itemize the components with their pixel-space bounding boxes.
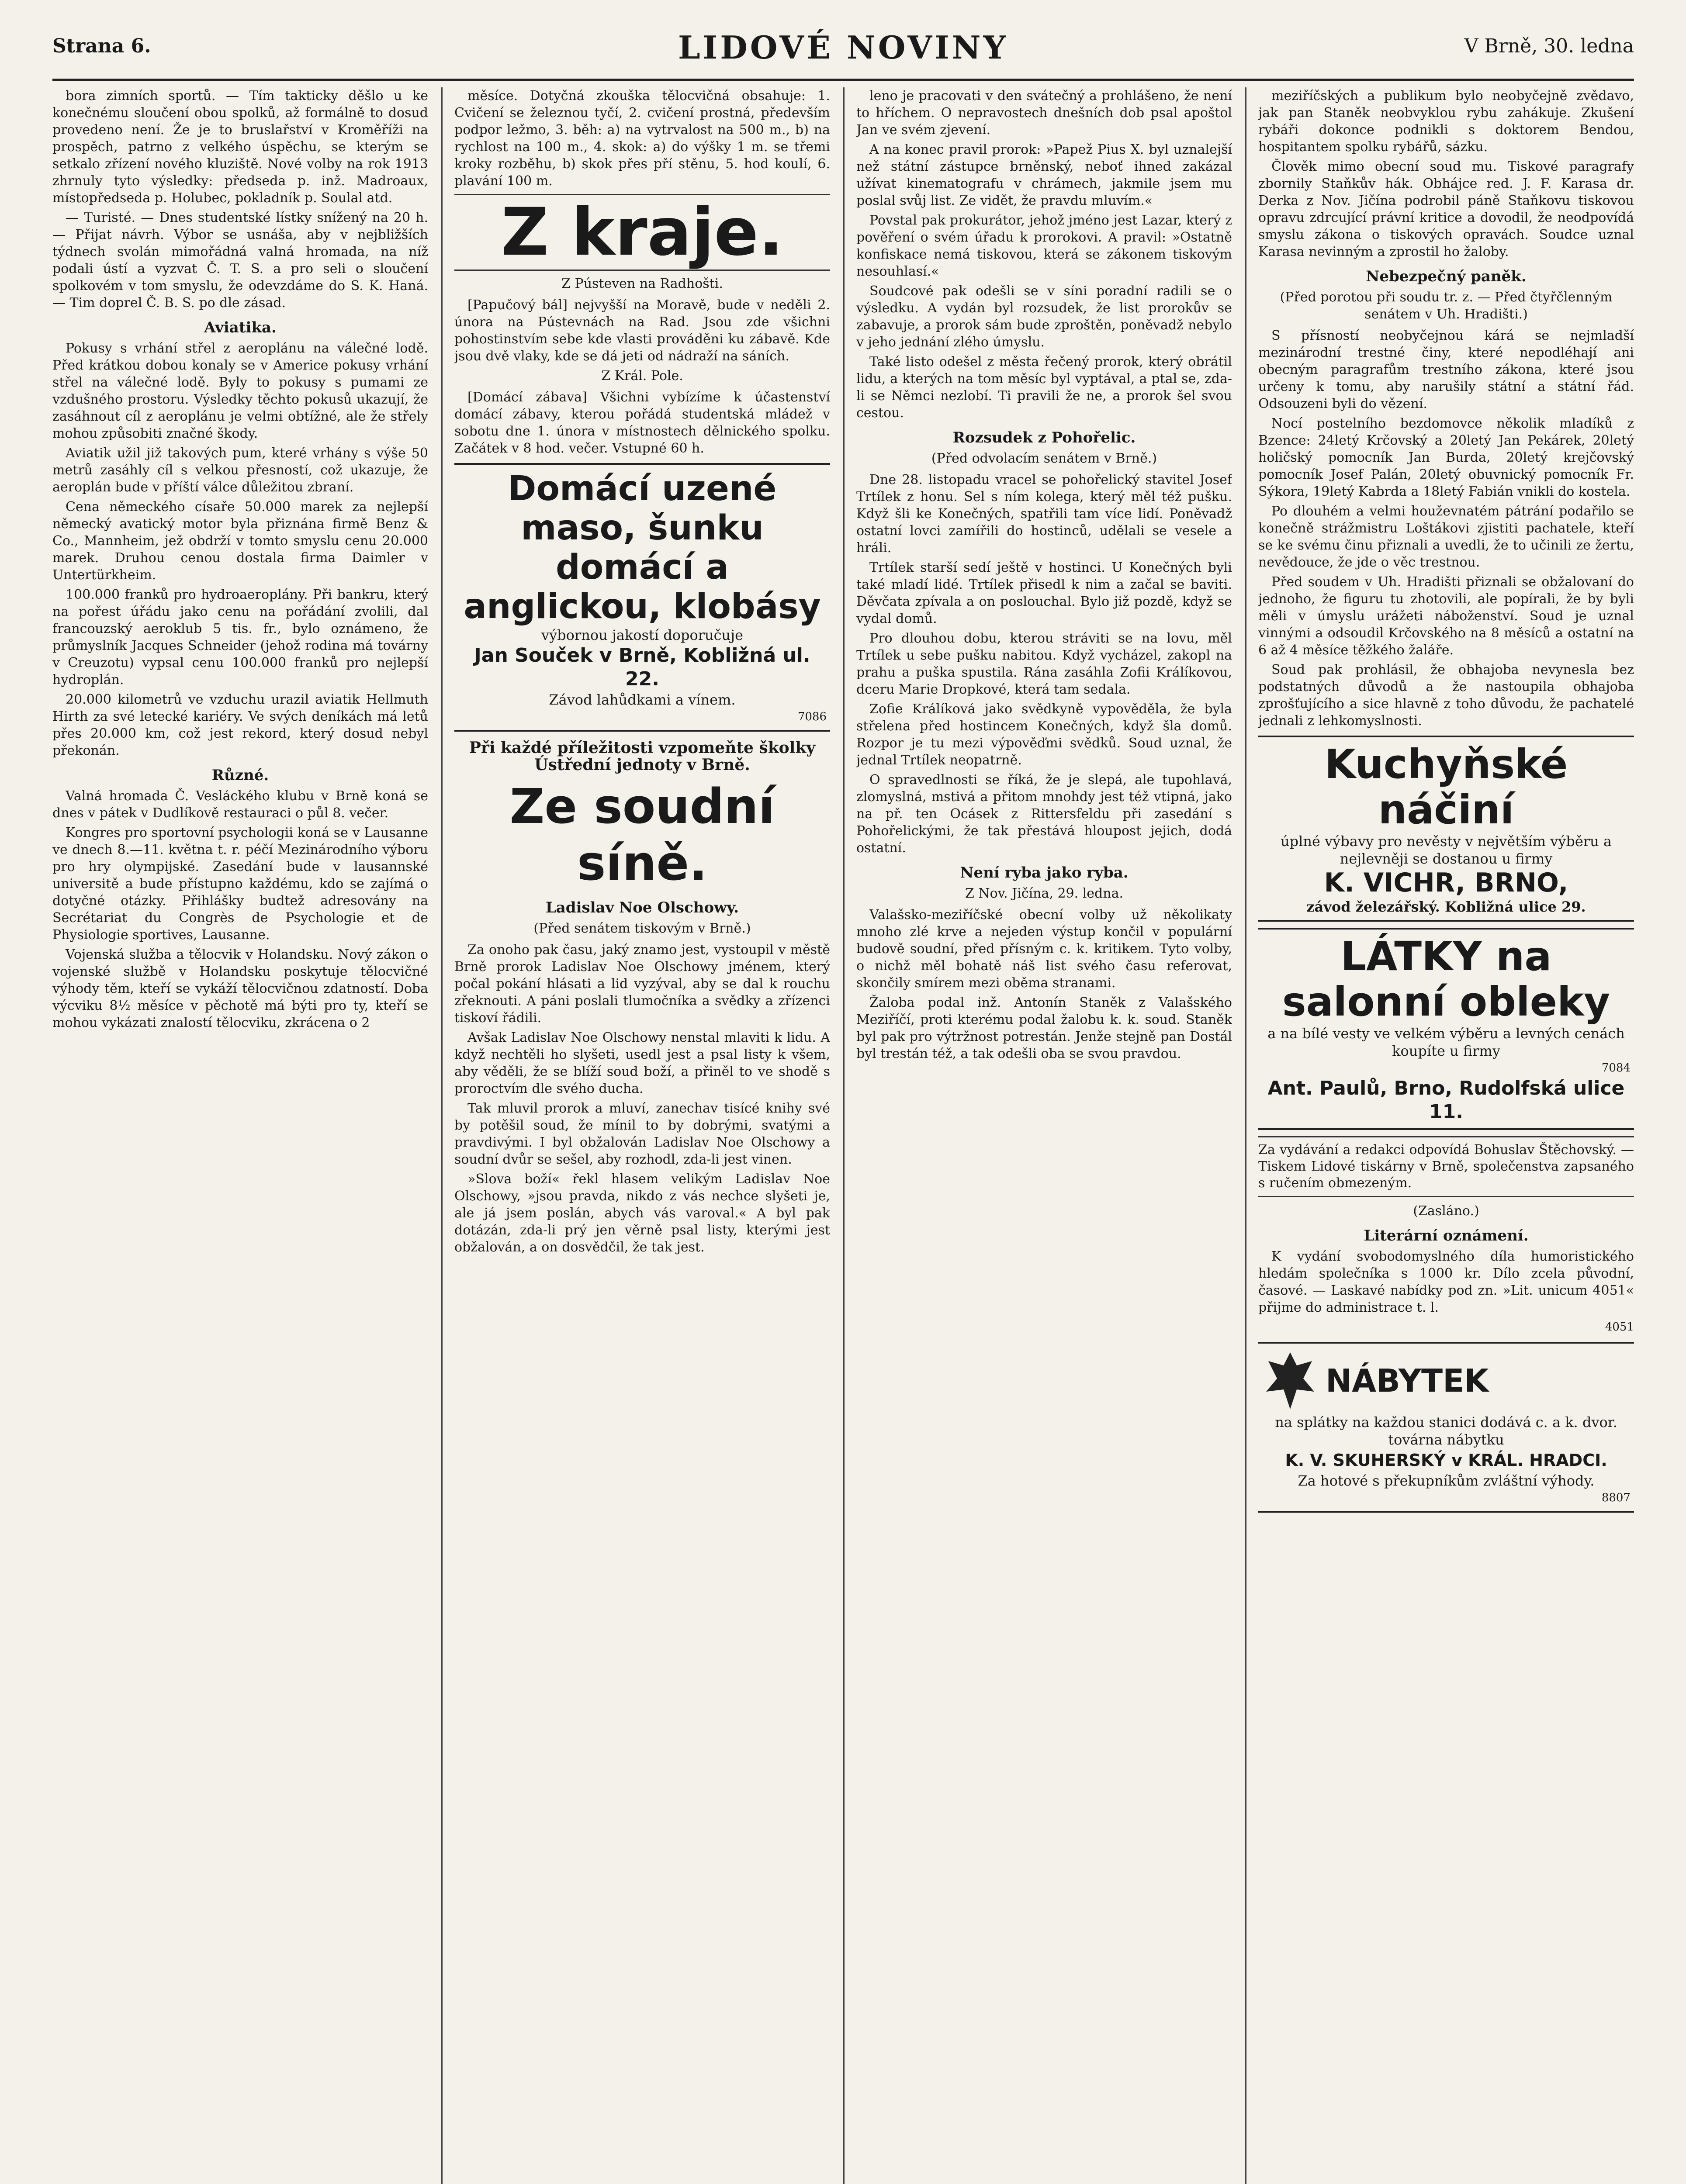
article-paragraph: Po dlouhém a velmi houževnatém pátrání podařilo se konečně strážmistru Loštákovi zjistiti pachatele, kteří se ke svému činu přiznali a uvedli, že to učinili ze žertu, nevědouce, že jde o věc trestnou.	[1258, 504, 1634, 570]
dateline: Z Nov. Jičína, 29. ledna.	[965, 886, 1123, 901]
article-paragraph: [Domácí zábava] Všichni vybízíme k účastenství domácí zábavy, kterou pořádá studentská mládež v sobotu dne 1. února v místnostech dělnického spolku. Začátek v 8 hod. večer. Vstupné 60 h.	[454, 390, 830, 456]
article-paragraph: Pro dlouhou dobu, kterou stráviti se na lovu, měl Trtílek u sebe pušku nabitou. Když vycházel, zakopl na prahu a puška spustila. Rána zasáhla Zofii Králíkovou, dceru Marie Dropkové, která tam sedala.	[856, 631, 1232, 697]
article-paragraph: Nocí postelního bezdomovce několik mladíků z Bzence: 24letý Krčovský a 20letý Jan Pekárek, 20letý holičský pomocník Jan Burda, 20letý krejčovský pomocník Josef Palán, 20letý obuvnický pomocník Fr. Sýkora, 19letý Kabrda a 18letý Fabián vnikli do kostela.	[1258, 416, 1634, 499]
column-2	[454, 87, 830, 2184]
article-paragraph: »Slova boží« řekl hlasem velikým Ladislav Noe Olschowy, »jsou pravda, nikdo z vás nechce slyšeti je, ale já jsem poslán, abych vás varoval.« A byl pak dotázán, zda-li prý jen věrně psal listy, kterými jest obžalován, a on dosvědčil, že tak jest.	[454, 1171, 830, 1255]
article-paragraph: Tak mluvil prorok a mluví, zanechav tisícé knihy své by potěšil soud, že mínil to by dobrými, svatými a pravdivými. I byl obžalován Ladislav Noe Olschowy a soudní dvůr se sešel, aby rozhodl, zda-li jest vinen.	[454, 1101, 830, 1167]
article-paragraph: Žaloba podal inž. Antonín Staněk z Valašského Meziříčí, proti kterému podal žalobu k. k. soud. Staněk byl pak pro výtržnost potrestán. Jenže stejně pan Dostál byl trestán též, a tak odešli oba se svou pravdou.	[856, 995, 1232, 1061]
article-paragraph: meziříčských a publikum bylo neobyčejně zvědavo, jak pan Staněk neobvyklou rybu zahákuje. Zkušení rybáři dokonce podnikli s doktorem Bendou, hospitantem spolku rybářů, sázku.	[1258, 88, 1634, 155]
article-paragraph: leno je pracovati v den svátečný a prohlášeno, že není to hříchem. O nepravostech dnešních dob psal apoštol Jan ve svém zjevení.	[856, 88, 1232, 138]
ad-advertiser: K. V. SKUHERSKÝ v KRÁL. HRADCI.	[1285, 1451, 1607, 1470]
masthead	[52, 26, 1634, 81]
article-title: Rozsudek z Pohořelic.	[952, 429, 1136, 446]
ad-text: úplné výbavy pro nevěsty v největším výběru a nejlevněji se dostanou u firmy	[1281, 833, 1612, 867]
article-paragraph: Pokusy s vrhání střel z aeroplánu na válečné lodě. Před krátkou dobou konaly se v Americe pokusy vrhání střel na válečné lodě. Byly to pokusy s pumami ze vzdušného prostoru. Výsledky těchto pokusů ukazují, že zasáhnout cíl z aeroplánu je velmi obtížné, ale že střely mohou způsobiti značné škody.	[52, 341, 428, 441]
ad-advertiser: Jan Souček v Brně, Kobližná ul. 22.	[474, 644, 810, 690]
article-paragraph: Soudcové pak odešli se v síni poradní radili se o výsledku. A vydán byl rozsudek, že list prorokův se zabavuje, a prorok sám bude zproštěn, poněvadž nebylo v jeho jednání zlého úmyslu.	[856, 283, 1232, 350]
ad-number: 8807	[1601, 1491, 1631, 1504]
article-paragraph: Aviatik užil již takových pum, které vrhány s výše 50 metrů zasáhly cíl s velkou přesností, což ukazuje, že aeroplán bude v příští válce důležitou zbraní.	[52, 446, 428, 495]
article-paragraph: Soud pak prohlásil, že obhajoba nevynesla bez podstatných důvodů a že nastoupila obhajoba zprošťujícího a sice hlavně z toho důvodu, že pachatelé jednali z lehkomyslnosti.	[1258, 662, 1634, 729]
column-rule	[843, 87, 845, 2184]
ad-text: závod železářský. Kobližná ulice 29.	[1306, 898, 1586, 915]
article-paragraph: 100.000 franků pro hydroaeroplány. Při bankru, který na pořest úřádu jako cenu na pořádání zvolili, dal francouzský aeroklub 5 tis. fr., bylo oznámeno, že průmyslník Jacques Schneider (jehož rodina má továrny v Creuzotu) vypsal cenu 100.000 franků pro nejlepší hydroplán.	[52, 587, 428, 688]
ad-headline: NÁBYTEK	[1326, 1362, 1489, 1399]
ad-text: na splátky na každou stanici dodává c. a k. dvor. továrna nábytku	[1275, 1414, 1617, 1448]
section-heading-z-kraje: Z kraje.	[454, 194, 830, 271]
imprint-notice: Za vydávání a redakci odpovídá Bohuslav Štěchovský. — Tiskem Lidové tiskárny v Brně, společenstva zapsaného s ručením obmezeným.	[1258, 1136, 1634, 1197]
article-paragraph: Vojenská služba a tělocvik v Holandsku. Nový zákon o vojenské službě v Holandsku poskytuje tělocvičné výhody těm, kteří se vykáží tělocvičnou zdatností. Doba výcviku 8½ měsíce v pěchotě má býti pro ty, kteří se mohou vykázati znalostí tělocviku, zkrácena o 2	[52, 947, 428, 1030]
column-3	[856, 87, 1232, 2184]
article-paragraph: bora zimních sportů. — Tím takticky děšlo u ke konečnému sloučení obou spolků, až formálně to dosud provedeno není. Že je to bruslařství v Kroměříži na prospěch, patrno z velkého úspěchu, se kterým se setkalo zřízení nového kluziště. Nové volby na rok 1913 zhrnuly tyto výsledky: předseda p. inž. Madroaux, místopředseda p. Holubec, pokladník p. Soulal atd.	[52, 88, 428, 206]
advertisement-soucek	[454, 463, 830, 732]
zaslano-label: (Zasláno.)	[1413, 1203, 1479, 1219]
section-heading-ruzne: Různé.	[211, 767, 269, 784]
advertisement-vichr	[1258, 736, 1634, 922]
furniture-ad-header	[1262, 1348, 1631, 1413]
article-paragraph: měsíce. Dotyčná zkouška tělocvičná obsahuje: 1. Cvičení se železnou tyčí, 2. cvičení prostná, především podpor ležmo, 3. běh: a) na vytrvalost na 500 m., b) na rychlost na 100 m., 4. skok: a) do výšky 1 m. se třemi kroky rozběhu, b) skok přes pří stěnu, 5. hod koulí, 6. plavání 100 m.	[454, 88, 830, 189]
article-title: Nebezpečný paněk.	[1366, 268, 1527, 285]
ad-text: Za hotové s překupníkům zvláštní výhody.	[1298, 1472, 1595, 1489]
article-paragraph: Kongres pro sportovní psychologii koná se v Lausanne ve dnech 8.—11. května t. r. péčí Mezinárodního výboru pro hry olympijské. Zasedání bude v lausannské universitě a bude přístupno každému, kdo se zajímá o dotyčné otázky. Přihlášky budtež adresovány na Secrétariat du Congrès de Psychologie et de Physiologie sportives, Lausanne.	[52, 825, 428, 943]
article-paragraph: Člověk mimo obecní soud mu. Tiskové paragrafy zbornily Staňkův hák. Obhájce red. J. F. Karasa dr. Derka z Nov. Jičína podrobil páně Staňkovu tiskovou opravu zdrcující právní kritice a dovodil, že neodpovídá smyslu zákona o tiskových opravách. Soudce uznal Karasa nevinným a zprostil ho žaloby.	[1258, 159, 1634, 259]
article-paragraph: Valašsko-meziříčské obecní volby už několikaty mnoho zlé krve a nejeden výstup končil v populární budově soudní, před přísným c. k. kritikem. Tyto volby, o nichž měl bohatě náš list svého času referovat, skončily smírem mezi oběma stranami.	[856, 907, 1232, 991]
column-4	[1258, 87, 1634, 2184]
ad-advertiser: K. VICHR, BRNO,	[1324, 867, 1568, 898]
ad-number: 7086	[797, 710, 827, 723]
column-1	[52, 87, 428, 2184]
eagle-crest-icon	[1262, 1348, 1319, 1413]
appeal-notice: Při každé příležitosti vzpomeňte školky Ústřední jednoty v Brně.	[469, 739, 816, 774]
column-rule	[1245, 87, 1246, 2184]
advertisement-skuhersky	[1258, 1342, 1634, 1513]
ad-number: 7084	[1601, 1061, 1631, 1075]
literary-notice-title: Literární oznámení.	[1364, 1227, 1529, 1244]
ad-advertiser: Ant. Paulů, Brno, Rudolfská ulice 11.	[1267, 1077, 1625, 1123]
article-paragraph: [Papučový bál] nejvyšší na Moravě, bude v neděli 2. února na Pústevnách na Rad. Jsou zde všichni pohostinstvím sebe kde vlasti prováděni ku zábavě. Kde jsou dvě vlaky, kde se dá jeti od nádraží na sáních.	[454, 297, 830, 364]
dateline: Z Pústeven na Radhošti.	[561, 276, 723, 291]
ad-headline: Domácí uzené maso, šunku domácí a anglickou, klobásy	[464, 469, 821, 626]
article-paragraph: Valná hromada Č. Vesláckého klubu v Brně koná se dnes v pátek v Dudlíkově restauraci o půl 8. večer.	[52, 788, 428, 821]
page-number: Strana 6.	[52, 35, 151, 57]
article-paragraph: O spravedlnosti se říká, že je slepá, ale tupohlavá, zlomyslná, mstivá a přitom mnohdy jest též vtipná, jako na př. ten Ocásek z Rittersfeldu při zasedání s Pohořelickými, že tak přestává hloupost jejich, dodá ostatní.	[856, 772, 1232, 856]
column-rule	[441, 87, 443, 2184]
ad-text: Závod lahůdkami a vínem.	[549, 691, 736, 708]
literary-notice-text: K vydání svobodomyslného díla humoristického hledám společníka s 1000 kr. Dílo zcela původní, časové. — Laskavé nabídky pod zn. »Lit. unicum 4051« přijme do administrace t. l.	[1258, 1249, 1634, 1315]
article-paragraph: Před soudem v Uh. Hradišti přiznali se obžalovaní do jednoho, že figuru tu zhotovili, ale popírali, že by byli měli v úmyslu urážeti náboženství. Soud je uznal vinnými a odsoudil Krčovského na 8 měsíců a ostatní na 6 až 4 měsíce těžkého žaláře.	[1258, 574, 1634, 658]
dateline: Z Král. Pole.	[601, 368, 683, 384]
article-subtitle: (Před senátem tiskovým v Brně.)	[533, 921, 751, 936]
ad-text: a na bílé vesty ve velkém výběru a levných cenách koupíte u firmy	[1267, 1025, 1625, 1059]
article-paragraph: Trtílek starší sedí ještě v hostinci. U Konečných byli také mladí lidé. Trtílek přisedl k nim a začal se baviti. Děvčata zpívala a on poslouchal. Bylo již pozdě, když se vydal domů.	[856, 560, 1232, 626]
article-paragraph: S přísností neobyčejnou kárá se nejmladší mezinárodní trestné činy, které nepodléhají ani obecným paragrafům trestního zákona, které jsou určeny k tomu, aby narušily státní a státní řád. Odsouzeni byli do vězení.	[1258, 328, 1634, 411]
newspaper-title: LIDOVÉ NOVINY	[678, 29, 1009, 66]
ad-headline: LÁTKY na salonní obleky	[1282, 933, 1610, 1025]
article-subtitle: (Před porotou při soudu tr. z. — Před čtyřčlenným senátem v Uh. Hradišti.)	[1280, 290, 1613, 322]
article-paragraph: Také listo odešel z města řečený prorok, který obrátil lidu, a kterých na tom měsíc byl vyptával, a ptal se, zda-li se Němci nezlobí. Ti pravili že ne, a prorok šel svou cestou.	[856, 354, 1232, 421]
article-title: Ladislav Noe Olschowy.	[545, 899, 739, 916]
newspaper-page	[52, 26, 1634, 2184]
article-paragraph: Zofie Králíková jako svědkyně vypověděla, že byla střelena před hostincem Konečných, když šla domů. Rozpor je tu mezi výpověďmi svědků. Soud uznal, že jednal Trtílek neopatrně.	[856, 702, 1232, 768]
section-heading-soudni-sin: Ze soudní síně.	[509, 778, 775, 891]
article-subtitle: (Před odvolacím senátem v Brně.)	[931, 451, 1157, 466]
article-paragraph: Cena německého císaře 50.000 marek za nejlepší německý avatický motor byla přiznána firmě Benz & Co., Mannheim, jež obdrží v tomto smyslu cenu 20.000 marek. Druhou cenou dostala firma Daimler v Untertürkheim.	[52, 499, 428, 583]
issue-date: V Brně, 30. ledna	[1464, 35, 1634, 57]
section-heading-aviatika: Aviatika.	[204, 319, 277, 336]
ad-headline: Kuchyňské náčiní	[1324, 741, 1568, 833]
article-title: Není ryba jako ryba.	[960, 864, 1129, 881]
article-paragraph: Povstal pak prokurátor, jehož jméno jest Lazar, který z pověření o svém úřadu k prorokovi. A pravil: »Ostatně konfiskace nemá tiskovou, která se zákonem tiskovým nesouhlasí.«	[856, 213, 1232, 279]
article-paragraph: — Turisté. — Dnes studentské lístky snížený na 20 h. — Přijat návrh. Výbor se usnáša, aby v nejbližších týdnech svolán mimořádná valná hromada, na níž podali ústí a vyzvat Č. T. S. a pro seli o sloučení spolkovém v tom smyslu, že odevzdáme do S. K. Haná. — Tim doprel Č. B. S. po dle zásad.	[52, 210, 428, 311]
article-paragraph: A na konec pravil prorok: »Papež Pius X. byl uznalejší než státní zástupce brněnský, neboť ihned zakázal užívat kinematografu v chrámech, jakmile jsem mu poslal svůj list. Ze vidět, že pravdu mluvím.«	[856, 142, 1232, 208]
article-paragraph: Dne 28. listopadu vracel se pohořelický stavitel Josef Trtílek z honu. Sel s ním kolega, který měl též pušku. Když šli ke Konečných, spatřili tam více lidí. Poněvadž ostatní lovci zamířili do hostinců, udělali se vesele a hráli.	[856, 472, 1232, 556]
article-paragraph: Za onoho pak času, jaký znamo jest, vystoupil v městě Brně prorok Ladislav Noe Olschowy jménem, který počal pokání hlásati a lid vyzýval, aby se dal k rouchu zřeknouti. A páni poslali tlumočníka a svědky a zřízenci tiskoví řádili.	[454, 942, 830, 1026]
notice-number: 4051	[1605, 1320, 1634, 1334]
ad-text: výbornou jakostí doporučuje	[541, 627, 743, 643]
article-paragraph: 20.000 kilometrů ve vzduchu urazil aviatik Hellmuth Hirth za své letecké kariéry. Ve svých deníkách má letů přes 20.000 km, což jest rekord, který dosud nebyl překonán.	[52, 692, 428, 758]
article-paragraph: Avšak Ladislav Noe Olschowy nenstal mlaviti k lidu. A když nechtěli ho slyšeti, usedl jest a psal listy k všem, aby věděli, že se blíží soud boží, a přiněl to ve shodě s proroctvím dle svého ducha.	[454, 1030, 830, 1096]
advertisement-paulu	[1258, 928, 1634, 1130]
